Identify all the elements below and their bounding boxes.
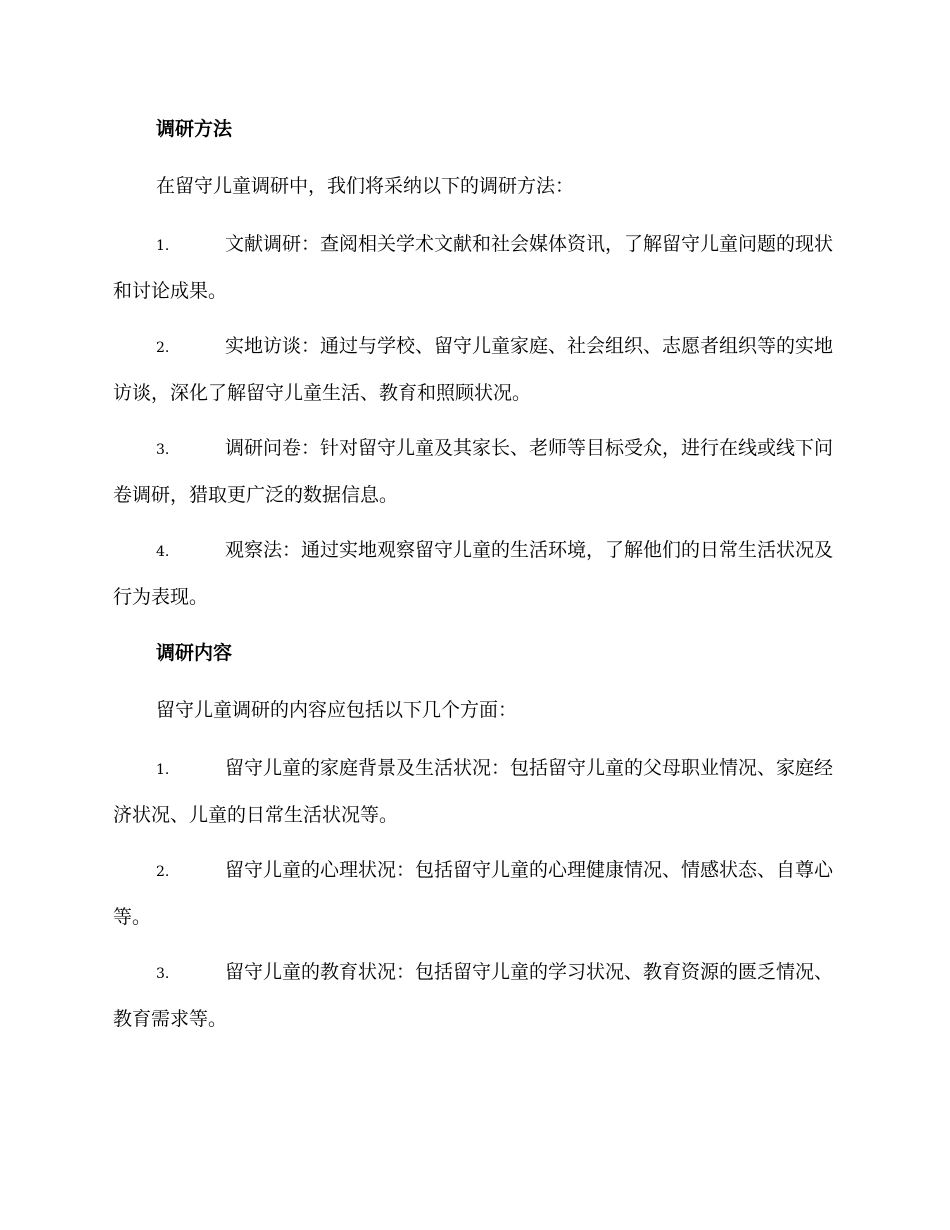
list-item-number: 1. <box>156 762 170 778</box>
list-item <box>113 746 835 838</box>
list-item-text: 实地访谈：通过与学校、留守儿童家庭、社会组织、志愿者组织等的实地访谈，深化了解留守儿童生活、教育和照顾状况。 <box>113 335 834 404</box>
list-item <box>113 324 835 416</box>
list-item-text: 文献调研：查阅相关学术文献和社会媒体资讯，了解留守儿童问题的现状和讨论成果。 <box>113 233 834 302</box>
list-item-number: 1. <box>156 238 170 254</box>
section-intro-content: 留守儿童调研的内容应包括以下几个方面： <box>156 699 518 721</box>
list-item-number: 3. <box>156 442 170 458</box>
list-item <box>113 528 835 620</box>
list-item-text: 留守儿童的家庭背景及生活状况：包括留守儿童的父母职业情况、家庭经济状况、儿童的日常生活状况等。 <box>113 757 834 826</box>
list-item <box>113 426 835 518</box>
list-item-number: 2. <box>156 340 170 356</box>
list-item-number: 3. <box>156 966 170 982</box>
section-heading-content: 调研内容 <box>156 642 233 664</box>
list-item-text: 观察法：通过实地观察留守儿童的生活环境，了解他们的日常生活状况及行为表现。 <box>113 539 834 608</box>
list-item <box>113 848 835 940</box>
list-item <box>113 222 835 314</box>
list-item-number: 2. <box>156 864 170 880</box>
list-item <box>113 950 835 1042</box>
list-item-text: 留守儿童的心理状况：包括留守儿童的心理健康情况、情感状态、自尊心等。 <box>113 859 834 928</box>
section-heading-methods: 调研方法 <box>156 118 233 140</box>
list-item-number: 4. <box>156 544 170 560</box>
section-intro-methods: 在留守儿童调研中，我们将采纳以下的调研方法： <box>156 175 575 197</box>
list-item-text: 调研问卷：针对留守儿童及其家长、老师等目标受众，进行在线或线下问卷调研，猎取更广泛的数据信息。 <box>113 437 834 506</box>
list-item-text: 留守儿童的教育状况：包括留守儿童的学习状况、教育资源的匮乏情况、教育需求等。 <box>113 961 834 1030</box>
